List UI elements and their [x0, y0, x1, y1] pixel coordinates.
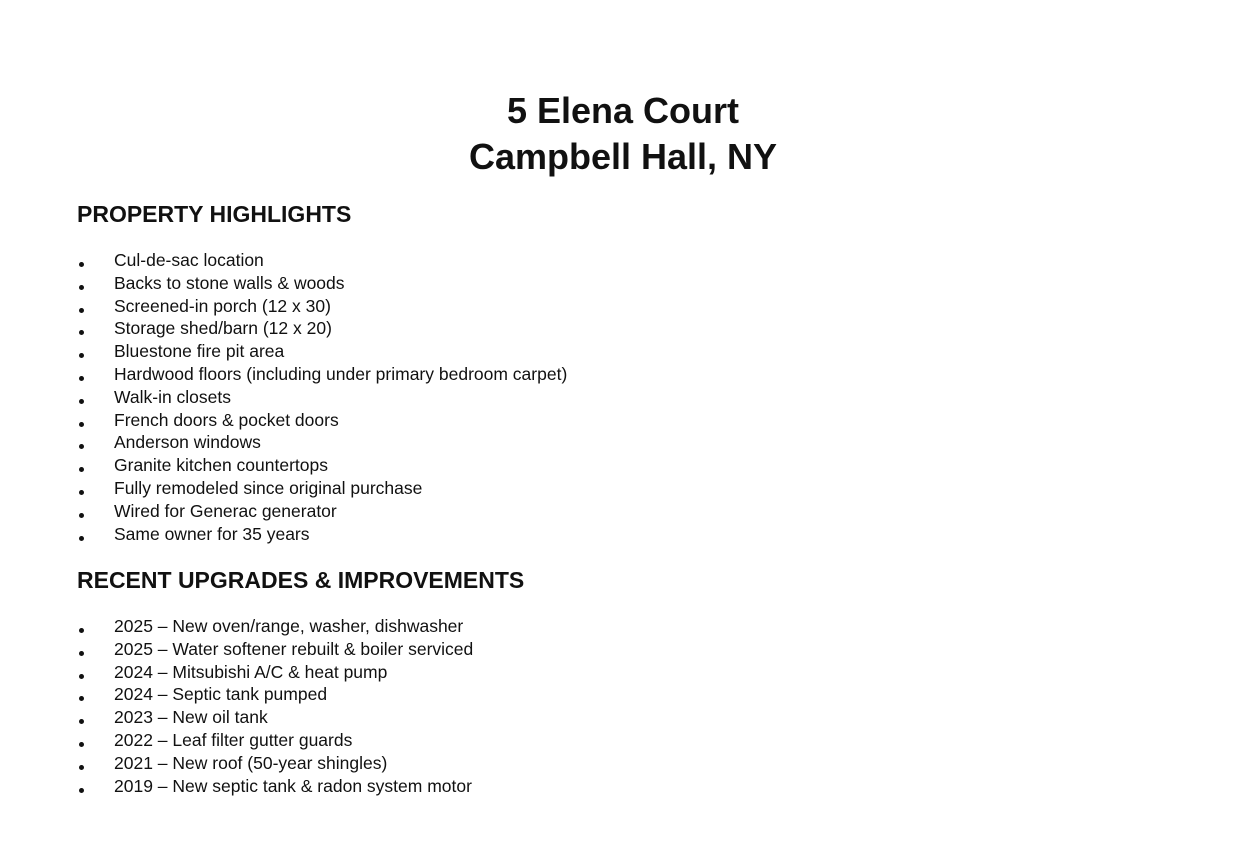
bullet-icon: [79, 353, 84, 358]
list-item: [77, 775, 524, 798]
list-item: [77, 477, 567, 500]
bullet-icon: [79, 422, 84, 427]
bullet-icon: [79, 696, 84, 701]
list-item-text: 2024 – Mitsubishi A/C & heat pump: [114, 661, 388, 682]
bullet-icon: [79, 467, 84, 472]
list-item: [77, 272, 567, 295]
bullet-icon: [79, 788, 84, 793]
list-item-text: French doors & pocket doors: [114, 409, 339, 430]
list-item-text: Granite kitchen countertops: [114, 455, 329, 476]
list-item: [77, 409, 567, 432]
title-location: Campbell Hall, NY: [468, 136, 778, 177]
list-item: [77, 431, 567, 454]
bullet-icon: [79, 308, 84, 313]
upgrades-list: [77, 615, 524, 797]
list-item-text: 2025 – New oven/range, washer, dishwasher: [114, 616, 464, 636]
list-item: [77, 249, 567, 272]
list-item: [77, 752, 524, 775]
bullet-icon: [79, 513, 84, 518]
list-item-text: 2021 – New roof (50-year shingles): [114, 752, 388, 773]
list-item: [77, 523, 567, 546]
document-title: [0, 88, 1246, 180]
list-item: [77, 683, 524, 706]
list-item-text: Backs to stone walls & woods: [114, 272, 345, 293]
bullet-icon: [79, 330, 84, 335]
list-item-text: 2022 – Leaf filter gutter guards: [114, 729, 353, 750]
list-item: [77, 340, 567, 363]
section-heading: PROPERTY HIGHLIGHTS: [77, 201, 352, 227]
bullet-icon: [79, 651, 84, 656]
section-heading: RECENT UPGRADES & IMPROVEMENTS: [77, 567, 525, 593]
title-address: 5 Elena Court: [506, 90, 740, 131]
list-item-text: Screened-in porch (12 x 30): [114, 295, 331, 316]
bullet-icon: [79, 628, 84, 633]
list-item: [77, 454, 567, 477]
list-item-text: Storage shed/barn (12 x 20): [114, 318, 332, 339]
list-item-text: Fully remodeled since original purchase: [114, 477, 423, 498]
list-item-text: Wired for Generac generator: [114, 500, 337, 521]
bullet-icon: [79, 674, 84, 679]
bullet-icon: [79, 285, 84, 290]
list-item: [77, 615, 524, 638]
list-item-text: 2019 – New septic tank & radon system motor: [114, 775, 472, 796]
list-item: [77, 638, 524, 661]
list-item-text: Bluestone fire pit area: [114, 341, 285, 362]
recent-upgrades-section: [77, 566, 524, 797]
list-item-text: Hardwood floors (including under primary bedroom carpet): [114, 363, 568, 384]
list-item: [77, 661, 524, 684]
property-highlights-section: [77, 200, 567, 545]
list-item: [77, 317, 567, 340]
highlights-list: [77, 249, 567, 545]
bullet-icon: [79, 444, 84, 449]
list-item-text: Cul-de-sac location: [114, 250, 264, 270]
list-item: [77, 500, 567, 523]
bullet-icon: [79, 719, 84, 724]
bullet-icon: [79, 536, 84, 541]
bullet-icon: [79, 262, 84, 267]
list-item-text: 2023 – New oil tank: [114, 707, 268, 728]
bullet-icon: [79, 399, 84, 404]
list-item: [77, 729, 524, 752]
list-item-text: Walk-in closets: [114, 386, 232, 407]
list-item: [77, 706, 524, 729]
bullet-icon: [79, 765, 84, 770]
list-item-text: 2025 – Water softener rebuilt & boiler serviced: [114, 638, 474, 659]
list-item-text: Same owner for 35 years: [114, 523, 310, 544]
bullet-icon: [79, 490, 84, 495]
list-item: [77, 386, 567, 409]
bullet-icon: [79, 742, 84, 747]
list-item-text: 2024 – Septic tank pumped: [114, 684, 328, 705]
list-item: [77, 363, 567, 386]
list-item: [77, 295, 567, 318]
bullet-icon: [79, 376, 84, 381]
list-item-text: Anderson windows: [114, 432, 261, 453]
